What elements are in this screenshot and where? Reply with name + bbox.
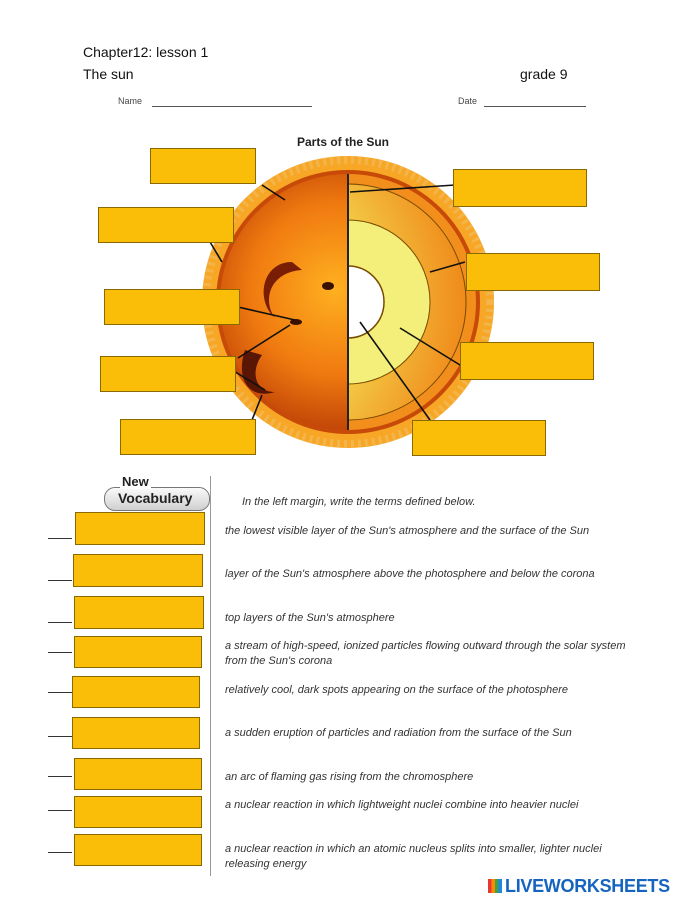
- answer-dash-4: [48, 652, 72, 653]
- topic-title: The sun: [83, 66, 134, 82]
- vocab-answer-6[interactable]: [72, 717, 200, 749]
- definition-2: layer of the Sun's atmosphere above the photosphere and below the corona: [225, 568, 595, 580]
- definition-8: a nuclear reaction in which lightweight nuclei combine into heavier nuclei: [225, 799, 579, 811]
- diagram-answer-7[interactable]: [466, 253, 600, 291]
- definition-5: relatively cool, dark spots appearing on the surface of the photosphere: [225, 684, 569, 696]
- instruction-text: In the left margin, write the terms defined below.: [242, 496, 476, 508]
- answer-dash-6: [48, 736, 72, 737]
- vocab-answer-2[interactable]: [73, 554, 203, 587]
- answer-dash-5: [48, 692, 72, 693]
- diagram-answer-4[interactable]: [100, 356, 236, 392]
- sunspot: [322, 282, 334, 290]
- vocab-answer-9[interactable]: [74, 834, 202, 866]
- diagram-answer-6[interactable]: [453, 169, 587, 207]
- vocab-answer-5[interactable]: [72, 676, 200, 708]
- definition-3: top layers of the Sun's atmosphere: [225, 612, 395, 624]
- diagram-answer-8[interactable]: [460, 342, 594, 380]
- answer-dash-3: [48, 622, 72, 623]
- answer-dash-7: [48, 776, 72, 777]
- diagram-title: Parts of the Sun: [297, 135, 390, 149]
- diagram-answer-5[interactable]: [120, 419, 256, 455]
- liveworksheets-logo-icon: [488, 879, 502, 893]
- diagram-answer-9[interactable]: [412, 420, 546, 456]
- answer-dash-2: [48, 580, 72, 581]
- date-label: Date: [458, 96, 478, 106]
- diagram-answer-2[interactable]: [98, 207, 234, 243]
- liveworksheets-logo: [488, 876, 670, 897]
- diagram-answer-1[interactable]: [150, 148, 256, 184]
- answer-dash-8: [48, 810, 72, 811]
- answer-dash-1: [48, 538, 72, 539]
- vocab-answer-4[interactable]: [74, 636, 202, 668]
- definition-7: an arc of flaming gas rising from the chromosphere: [225, 771, 474, 783]
- badge-new: New: [122, 474, 149, 489]
- vocab-answer-3[interactable]: [74, 596, 204, 629]
- definition-6: a sudden eruption of particles and radiation from the surface of the Sun: [225, 727, 572, 739]
- vocab-answer-8[interactable]: [74, 796, 202, 828]
- name-label: Name: [118, 96, 143, 106]
- answer-dash-9: [48, 852, 72, 853]
- vocab-answer-1[interactable]: [75, 512, 205, 545]
- definition-4: a stream of high-speed, ionized particles flowing outward through the solar system from the Sun's corona: [225, 640, 626, 667]
- logo-text: LIVEWORKSHEETS: [505, 876, 670, 896]
- diagram-answer-3[interactable]: [104, 289, 240, 325]
- vocab-answer-7[interactable]: [74, 758, 202, 790]
- chapter-title: Chapter12: lesson 1: [83, 44, 209, 60]
- badge-vocabulary: Vocabulary: [118, 490, 193, 506]
- definition-9: a nuclear reaction in which an atomic nucleus splits into smaller, lighter nuclei releasing energy: [225, 843, 602, 870]
- margin-line: [210, 476, 211, 876]
- definition-1: the lowest visible layer of the Sun's atmosphere and the surface of the Sun: [225, 525, 590, 537]
- grade-label: grade 9: [520, 66, 568, 82]
